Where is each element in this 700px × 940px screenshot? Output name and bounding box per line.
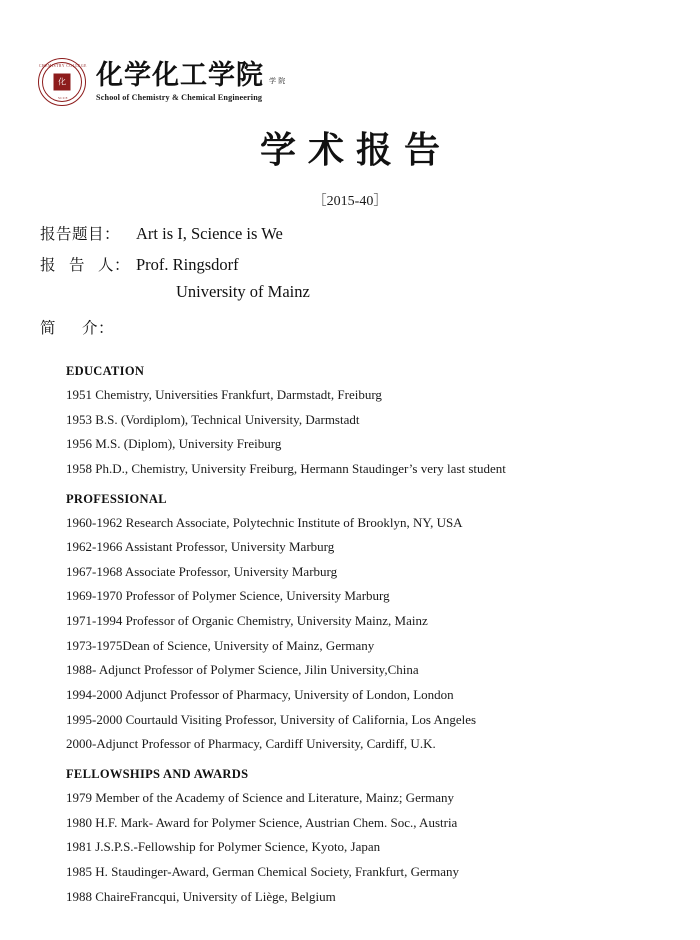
list-item: 1988- Adjunct Professor of Polymer Science, Jilin University,China <box>66 662 419 678</box>
list-item: 1971-1994 Professor of Organic Chemistry, University Mainz, Mainz <box>66 613 428 629</box>
school-name-cn: 化学化工学院 <box>96 59 264 91</box>
field-list <box>40 222 660 347</box>
seal-bottom-text: SCCE <box>57 96 69 100</box>
speaker-label <box>40 253 136 275</box>
field-row-topic <box>40 222 660 244</box>
list-item: 1980 H.F. Mark- Award for Polymer Science, Austrian Chem. Soc., Austria <box>66 814 458 830</box>
list-item: 1960-1962 Research Associate, Polytechnic Institute of Brooklyn, NY, USA <box>66 514 463 530</box>
biography-sections <box>66 364 666 919</box>
list-item: 1953 B.S. (Vordiplom), Technical University, Darmstadt <box>66 411 360 427</box>
list-item: 1969-1970 Professor of Polymer Science, University Marburg <box>66 588 390 604</box>
list-item: 1956 M.S. (Diplom), University Freiburg <box>66 436 282 452</box>
speaker-label-c: 人 <box>98 256 115 274</box>
section-education <box>66 364 666 476</box>
topic-label-colon: ： <box>104 225 121 243</box>
list-item: 2000-Adjunct Professor of Pharmacy, Cardiff University, Cardiff, U.K. <box>66 736 436 752</box>
intro-label <box>40 316 136 338</box>
list-item: 1973-1975Dean of Science, University of Mainz, Germany <box>66 637 375 653</box>
list-item: 1981 J.S.P.S.-Fellowship for Polymer Science, Kyoto, Japan <box>66 839 381 855</box>
topic-label-text: 报告题目 <box>40 225 105 243</box>
intro-label-colon: ： <box>98 319 115 337</box>
section-heading: EDUCATION <box>66 364 145 378</box>
school-name-cn-sub: 学 院 <box>269 77 286 86</box>
school-name-cn-wrap <box>96 59 286 91</box>
list-item: 1967-1968 Associate Professor, University Marburg <box>66 563 338 579</box>
list-item: 1958 Ph.D., Chemistry, University Freiburg, Hermann Staudinger’s very last student <box>66 460 506 476</box>
university-seal-icon <box>38 58 86 106</box>
list-item: 1994-2000 Adjunct Professor of Pharmacy, University of London, London <box>66 687 454 703</box>
list-item: 1951 Chemistry, Universities Frankfurt, Darmstadt, Freiburg <box>66 387 382 402</box>
field-row-intro <box>40 316 660 338</box>
section-fellowships-awards <box>66 767 666 903</box>
document-number: ［2015-40］ <box>312 194 388 209</box>
list-item: 1979 Member of the Academy of Science and Literature, Mainz; Germany <box>66 789 455 805</box>
letterhead-text <box>96 59 286 103</box>
speaker-value: Prof. Ringsdorf <box>136 255 239 274</box>
page-title: 学术报告 <box>259 130 452 171</box>
letterhead <box>38 58 285 106</box>
school-name-en: School of Chemistry & Chemical Engineering <box>96 93 263 103</box>
section-heading: PROFESSIONAL <box>66 491 167 506</box>
section-heading: FELLOWSHIPS AND AWARDS <box>66 766 249 781</box>
list-item: 1962-1966 Assistant Professor, University Marburg <box>66 539 335 555</box>
topic-label <box>40 222 136 244</box>
section-professional <box>66 492 666 751</box>
speaker-label-a: 报 <box>40 256 57 274</box>
list-item: 1995-2000 Courtauld Visiting Professor, University of California, Los Angeles <box>66 711 477 727</box>
seal-top-text: CHEMISTRY COLLEGE <box>39 64 87 68</box>
speaker-label-b: 告 <box>69 256 86 274</box>
topic-value: Art is I, Science is We <box>136 224 283 243</box>
seal-center-glyph: 化 <box>54 74 71 91</box>
speaker-affiliation: University of Mainz <box>176 282 310 301</box>
field-row-speaker <box>40 253 660 275</box>
intro-label-a: 简 <box>40 319 57 337</box>
speaker-label-colon: ： <box>114 256 131 274</box>
list-item: 1985 H. Staudinger-Award, German Chemical Society, Frankfurt, Germany <box>66 863 460 879</box>
list-item: 1988 ChaireFrancqui, University of Liège, Belgium <box>66 888 336 904</box>
intro-label-b: 介 <box>82 319 99 337</box>
